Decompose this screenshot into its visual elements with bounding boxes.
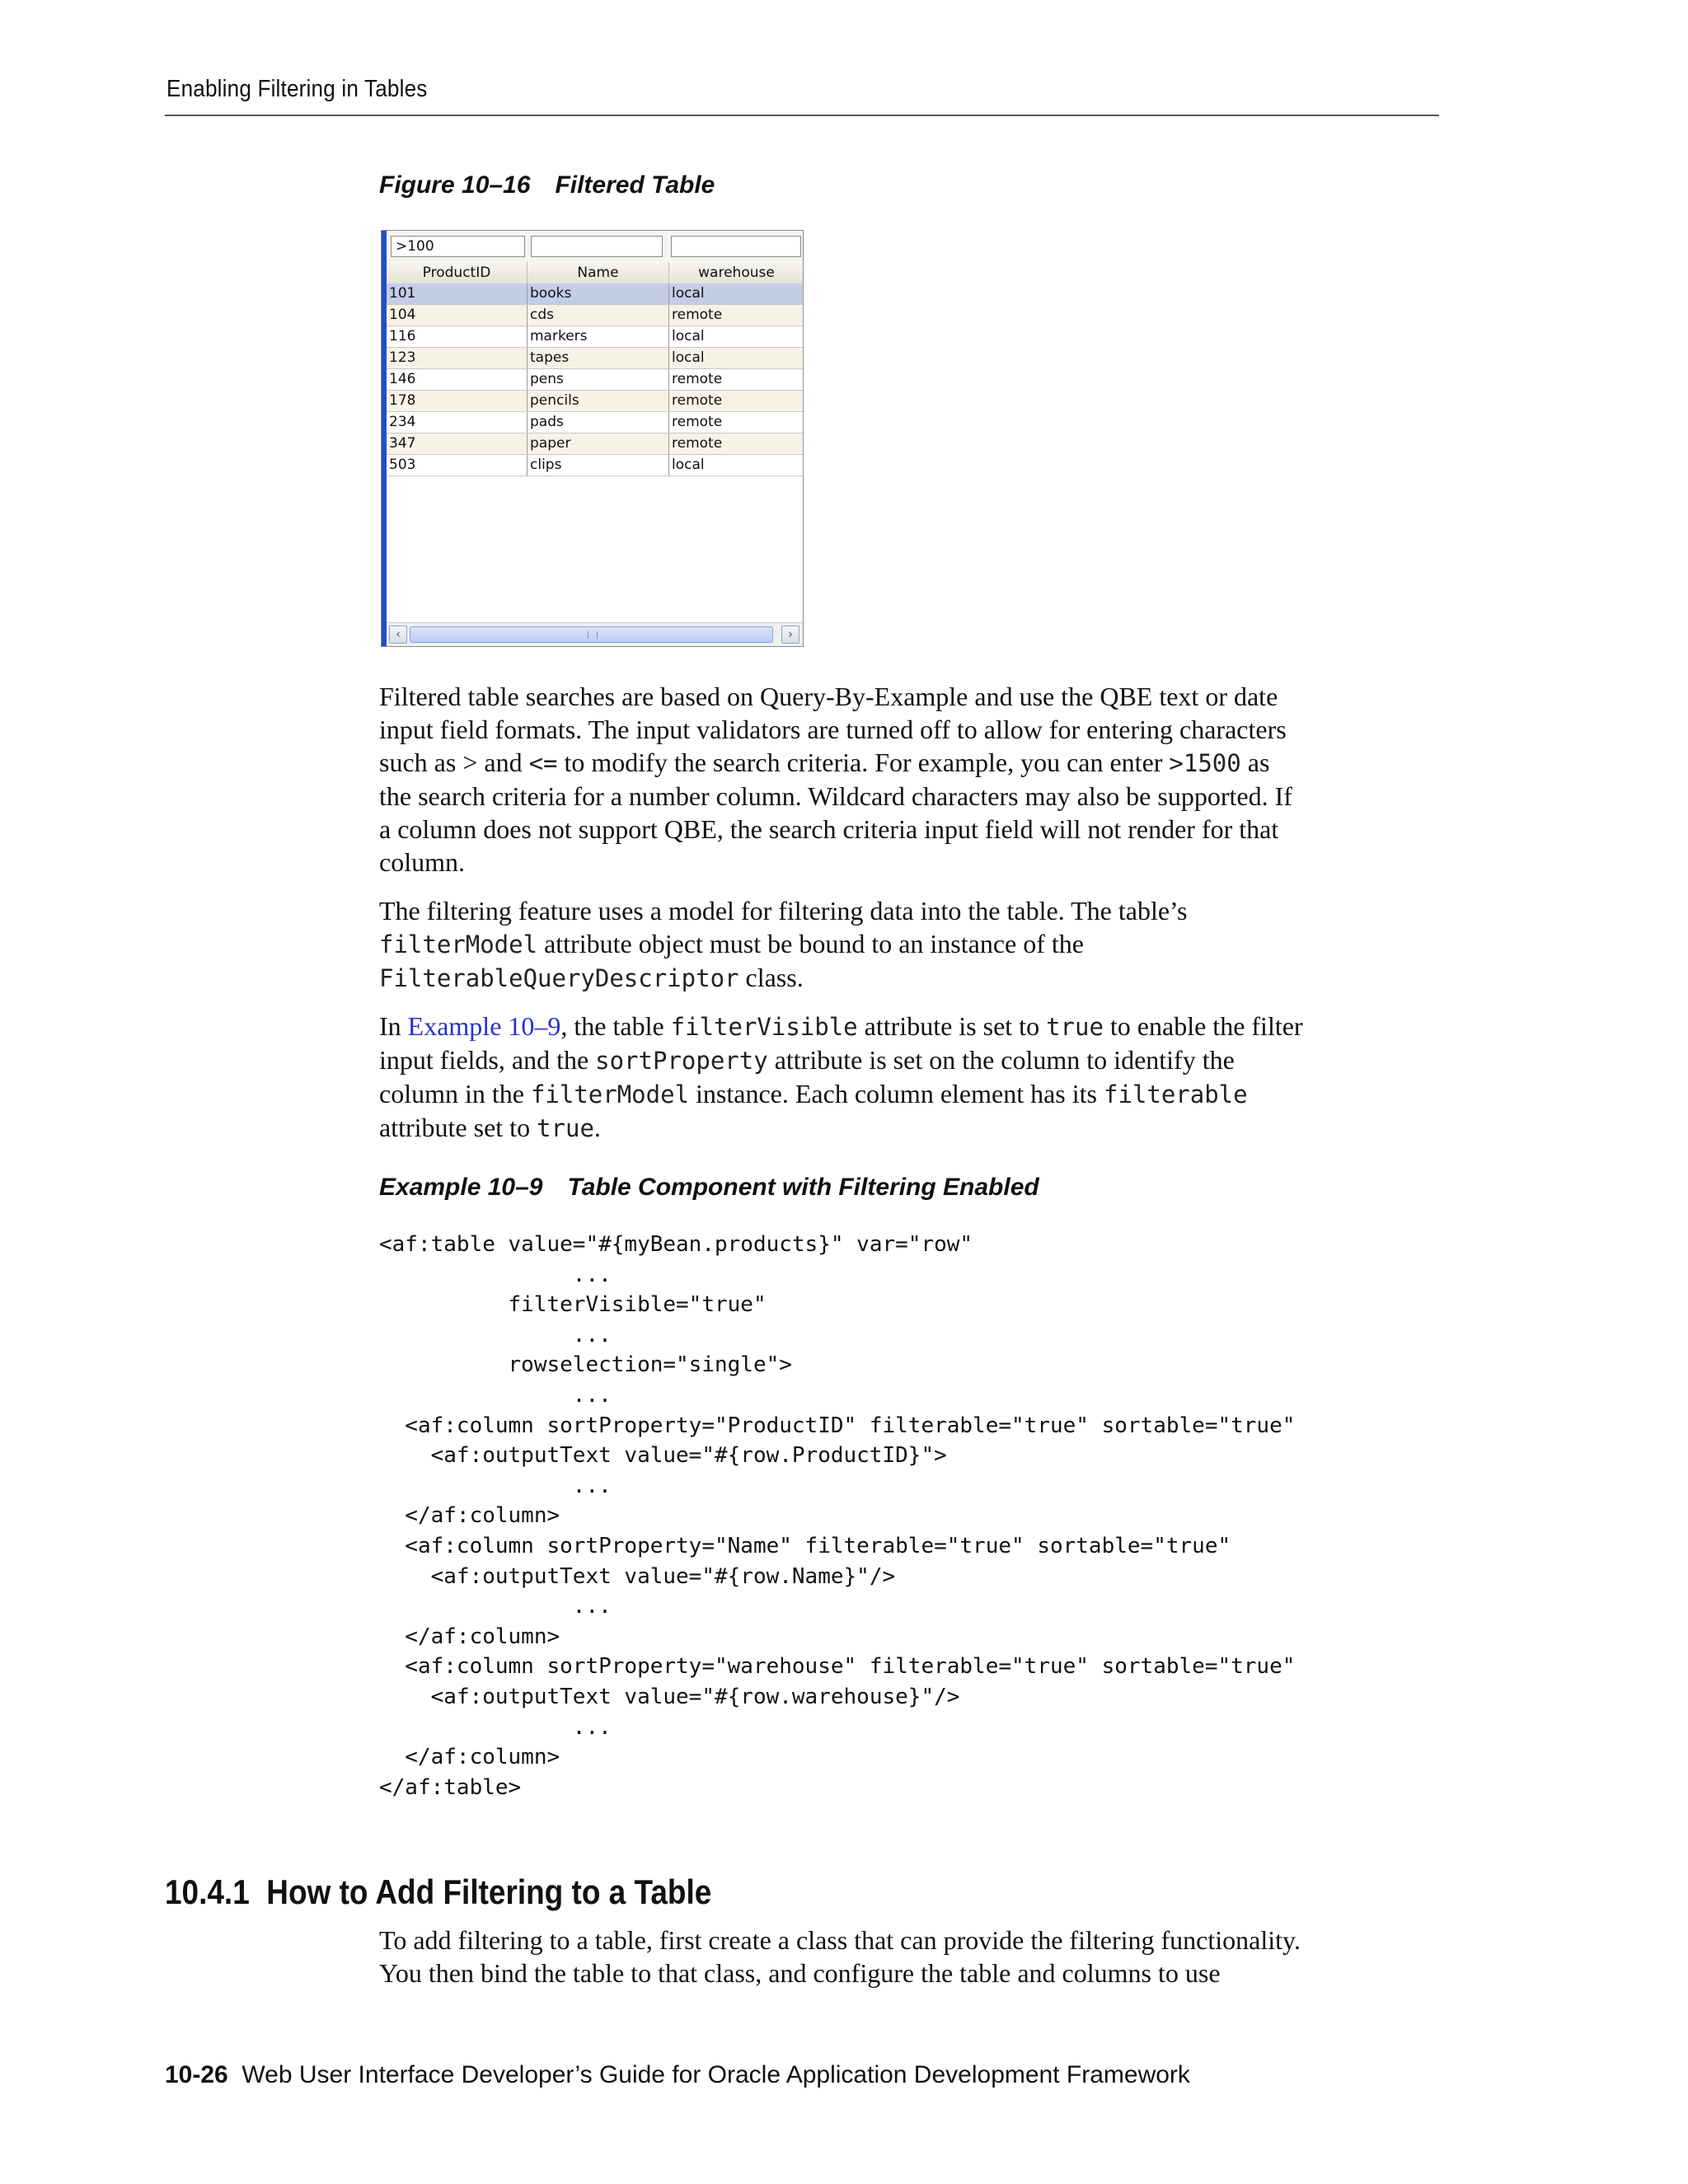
paragraph-section-intro: [379, 1924, 1451, 1990]
column-header-name[interactable]: Name: [528, 262, 669, 284]
text-line: a column does not support QBE, the search criteria input field will not render for that: [379, 814, 1279, 844]
example-link[interactable]: Example 10–9: [407, 1011, 561, 1041]
cell-warehouse: remote: [669, 434, 804, 454]
example-title: Table Component with Filtering Enabled: [567, 1174, 1039, 1201]
table-row[interactable]: [387, 412, 803, 434]
cell-productid: 123: [387, 348, 528, 368]
table-row[interactable]: [387, 326, 803, 348]
cell-warehouse: remote: [669, 412, 804, 433]
text-line: input fields, and the sortProperty attribute is set on the column to identify the: [379, 1045, 1235, 1075]
paragraph-qbe: [379, 680, 1451, 879]
text-line: You then bind the table to that class, and configure the table and columns to use: [379, 1958, 1221, 1988]
cell-warehouse: local: [669, 348, 804, 368]
cell-productid: 101: [387, 284, 528, 304]
example-number: Example 10–9: [379, 1174, 543, 1201]
cell-name: tapes: [528, 348, 669, 368]
cell-name: pencils: [528, 391, 669, 411]
cell-productid: 503: [387, 455, 528, 476]
text-line: In Example 10–9, the table filterVisible attribute is set to true to enable the filter: [379, 1011, 1303, 1041]
filter-row: [387, 231, 803, 263]
cell-name: books: [528, 284, 669, 304]
cell-name: pens: [528, 369, 669, 390]
text-line: column in the filterModel instance. Each column element has its filterable: [379, 1079, 1248, 1108]
table-row[interactable]: [387, 434, 803, 455]
column-header-row: [387, 262, 803, 284]
scroll-thumb[interactable]: [410, 626, 773, 643]
inline-code: FilterableQueryDescriptor: [379, 964, 739, 992]
text-line: attribute set to true.: [379, 1113, 601, 1142]
scroll-right-icon[interactable]: ›: [781, 626, 799, 644]
cell-name: paper: [528, 434, 669, 454]
text-line: the search criteria for a number column. Wildcard characters may also be supported. If: [379, 781, 1292, 811]
inline-code: filterable: [1103, 1080, 1248, 1108]
text-line: The filtering feature uses a model for filtering data into the table. The table’s: [379, 896, 1188, 926]
book-title: Web User Interface Developer’s Guide for Oracle Application Development Framework: [241, 2061, 1190, 2088]
inline-code: true: [1046, 1013, 1104, 1041]
code-example: <af:table value="#{myBean.products}" var="row" ... filterVisible="true" ... rowselection="single"> ... <af:column sortProperty="ProductID" filterable="true" sortable="true" <af:outputText value="#{row.ProductID}"> ... </af:column> <af:column sortProperty="Name" filterable="true" sortable="true" <af:outputText value="#{row.Name}"/> ... </af:column> <af:column sortProperty="warehouse" filterable="true" sortable="true" <af:outputText value="#{row.warehouse}"/> ... </af:column> </af:table>: [379, 1232, 1296, 1800]
filter-input-productid[interactable]: >100: [391, 236, 525, 257]
filter-input-warehouse[interactable]: [671, 236, 801, 257]
cell-warehouse: local: [669, 284, 804, 304]
cell-productid: 178: [387, 391, 528, 411]
text-line: such as > and <= to modify the search criteria. For example, you can enter >1500 as: [379, 748, 1270, 777]
section-heading: 10.4.1 How to Add Filtering to a Table: [165, 1872, 712, 1911]
column-header-warehouse[interactable]: warehouse: [698, 265, 775, 281]
cell-warehouse: remote: [669, 305, 804, 326]
running-header: Enabling Filtering in Tables: [166, 76, 428, 102]
text-line: input field formats. The input validators are turned off to allow for entering characters: [379, 715, 1287, 744]
cell-warehouse: local: [669, 455, 804, 476]
table-row[interactable]: [387, 284, 803, 305]
page-footer: [165, 2061, 1190, 2089]
header-rule: [165, 115, 1439, 116]
text-line: FilterableQueryDescriptor class.: [379, 963, 804, 992]
figure-title: Filtered Table: [555, 171, 715, 199]
paragraph-example-intro: [379, 1010, 1451, 1145]
filtered-table-screenshot: [381, 230, 804, 647]
figure-number: Figure 10–16: [379, 171, 531, 199]
scroll-left-icon[interactable]: ‹: [389, 626, 407, 644]
horizontal-scrollbar[interactable]: [387, 622, 803, 646]
table-row[interactable]: [387, 391, 803, 412]
inline-code: true: [537, 1114, 594, 1142]
inline-code: filterModel: [379, 930, 538, 958]
cell-name: cds: [528, 305, 669, 326]
grip-icon: [588, 631, 598, 639]
table-row[interactable]: [387, 369, 803, 391]
inline-code: <=: [528, 749, 558, 777]
cell-productid: 104: [387, 305, 528, 326]
cell-productid: 234: [387, 412, 528, 433]
page-number: 10-26: [165, 2061, 228, 2088]
inline-code: filterVisible: [670, 1013, 858, 1041]
cell-warehouse: remote: [669, 391, 804, 411]
figure-caption: [379, 171, 715, 199]
inline-code: >1500: [1169, 749, 1241, 777]
text-line: To add filtering to a table, first create a class that can provide the filtering functionality.: [379, 1925, 1301, 1955]
cell-warehouse: remote: [669, 369, 804, 390]
cell-productid: 146: [387, 369, 528, 390]
text-line: column.: [379, 847, 465, 877]
cell-name: clips: [528, 455, 669, 476]
column-header-productid[interactable]: ProductID: [387, 262, 528, 284]
text-line: Filtered table searches are based on Query-By-Example and use the QBE text or date: [379, 682, 1278, 711]
inline-code: sortProperty: [595, 1047, 768, 1075]
example-caption: [379, 1174, 1039, 1202]
table-row[interactable]: [387, 348, 803, 369]
paragraph-filter-model: [379, 894, 1451, 995]
table-row[interactable]: [387, 305, 803, 326]
cell-warehouse: local: [669, 326, 804, 347]
table-row[interactable]: [387, 455, 803, 476]
cell-name: pads: [528, 412, 669, 433]
inline-code: filterModel: [530, 1080, 690, 1108]
text-line: filterModel attribute object must be bound to an instance of the: [379, 929, 1084, 958]
cell-name: markers: [528, 326, 669, 347]
cell-productid: 116: [387, 326, 528, 347]
cell-productid: 347: [387, 434, 528, 454]
filter-input-name[interactable]: [531, 236, 663, 257]
